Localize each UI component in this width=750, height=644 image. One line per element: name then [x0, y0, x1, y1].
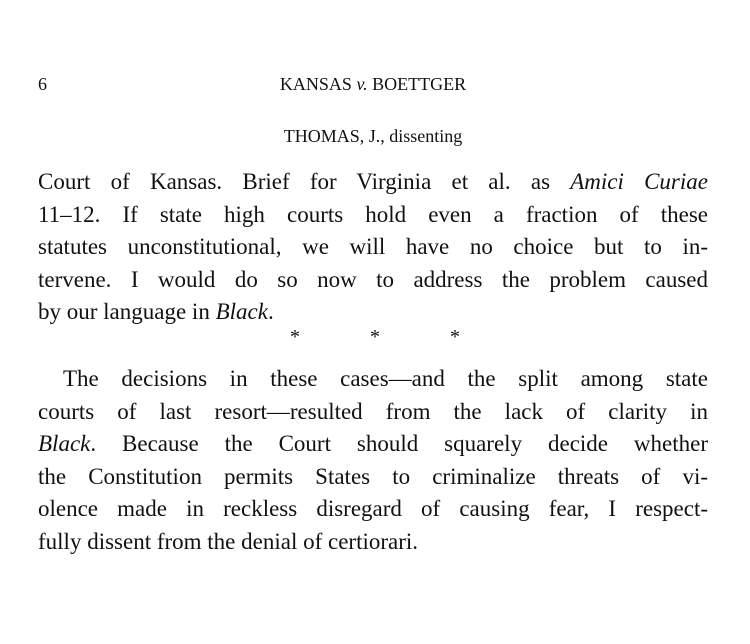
italic-text: Black — [38, 431, 91, 456]
case-party-left: KANSAS — [279, 74, 352, 94]
asterisk: * — [450, 326, 460, 348]
paragraph-1-line-2: 11–12. If state high courts hold even a fraction of these — [38, 201, 708, 227]
opinion-author-line — [38, 126, 708, 147]
text-span: . Because the Court should squarely decide whether — [90, 431, 708, 456]
paragraph-1-line-3: statutes unconstitutional, we will have no choice but to in- — [38, 234, 708, 259]
opinion-type: , J., dissenting — [359, 126, 463, 146]
text-span: . — [267, 299, 274, 324]
case-party-right: BOETTGER — [372, 74, 467, 94]
paragraph-2-line-5: olence made in reckless disregard of causing fear, I respect- — [38, 496, 708, 521]
italic-text: Black — [215, 299, 268, 324]
asterisk: * — [290, 326, 300, 348]
section-separator — [290, 326, 460, 349]
paragraph-2-line-4: the Constitution permits States to criminalize threats of vi- — [38, 463, 708, 489]
asterisk: * — [370, 326, 380, 348]
page-number: 6 — [38, 74, 47, 94]
paragraph-1-line-5 — [38, 296, 708, 329]
justice-initial: T — [283, 126, 295, 146]
justice-name-rest: HOMAS — [294, 126, 360, 146]
paragraph-2-line-1: The decisions in these cases—and the split among state — [63, 366, 708, 391]
italic-text: Amici Curiae — [570, 169, 708, 194]
case-versus: v. — [356, 74, 368, 94]
paragraph-1-line-4: tervene. I would do so now to address the problem caused — [38, 266, 708, 292]
paragraph-2 — [38, 363, 708, 558]
case-title — [38, 74, 708, 95]
paragraph-2-line-6: fully dissent from the denial of certiorari. — [38, 528, 419, 554]
text-span: by our language in — [38, 299, 216, 324]
paragraph-1-line-1 — [38, 166, 708, 199]
paragraph-2-line-2: courts of last resort—resulted from the lack of clarity in — [38, 398, 708, 424]
paragraph-1 — [38, 166, 708, 329]
text-span: Court of Kansas. Brief for Virginia et al. as — [38, 169, 571, 194]
paragraph-2-line-3 — [38, 428, 708, 461]
running-header — [38, 74, 708, 98]
